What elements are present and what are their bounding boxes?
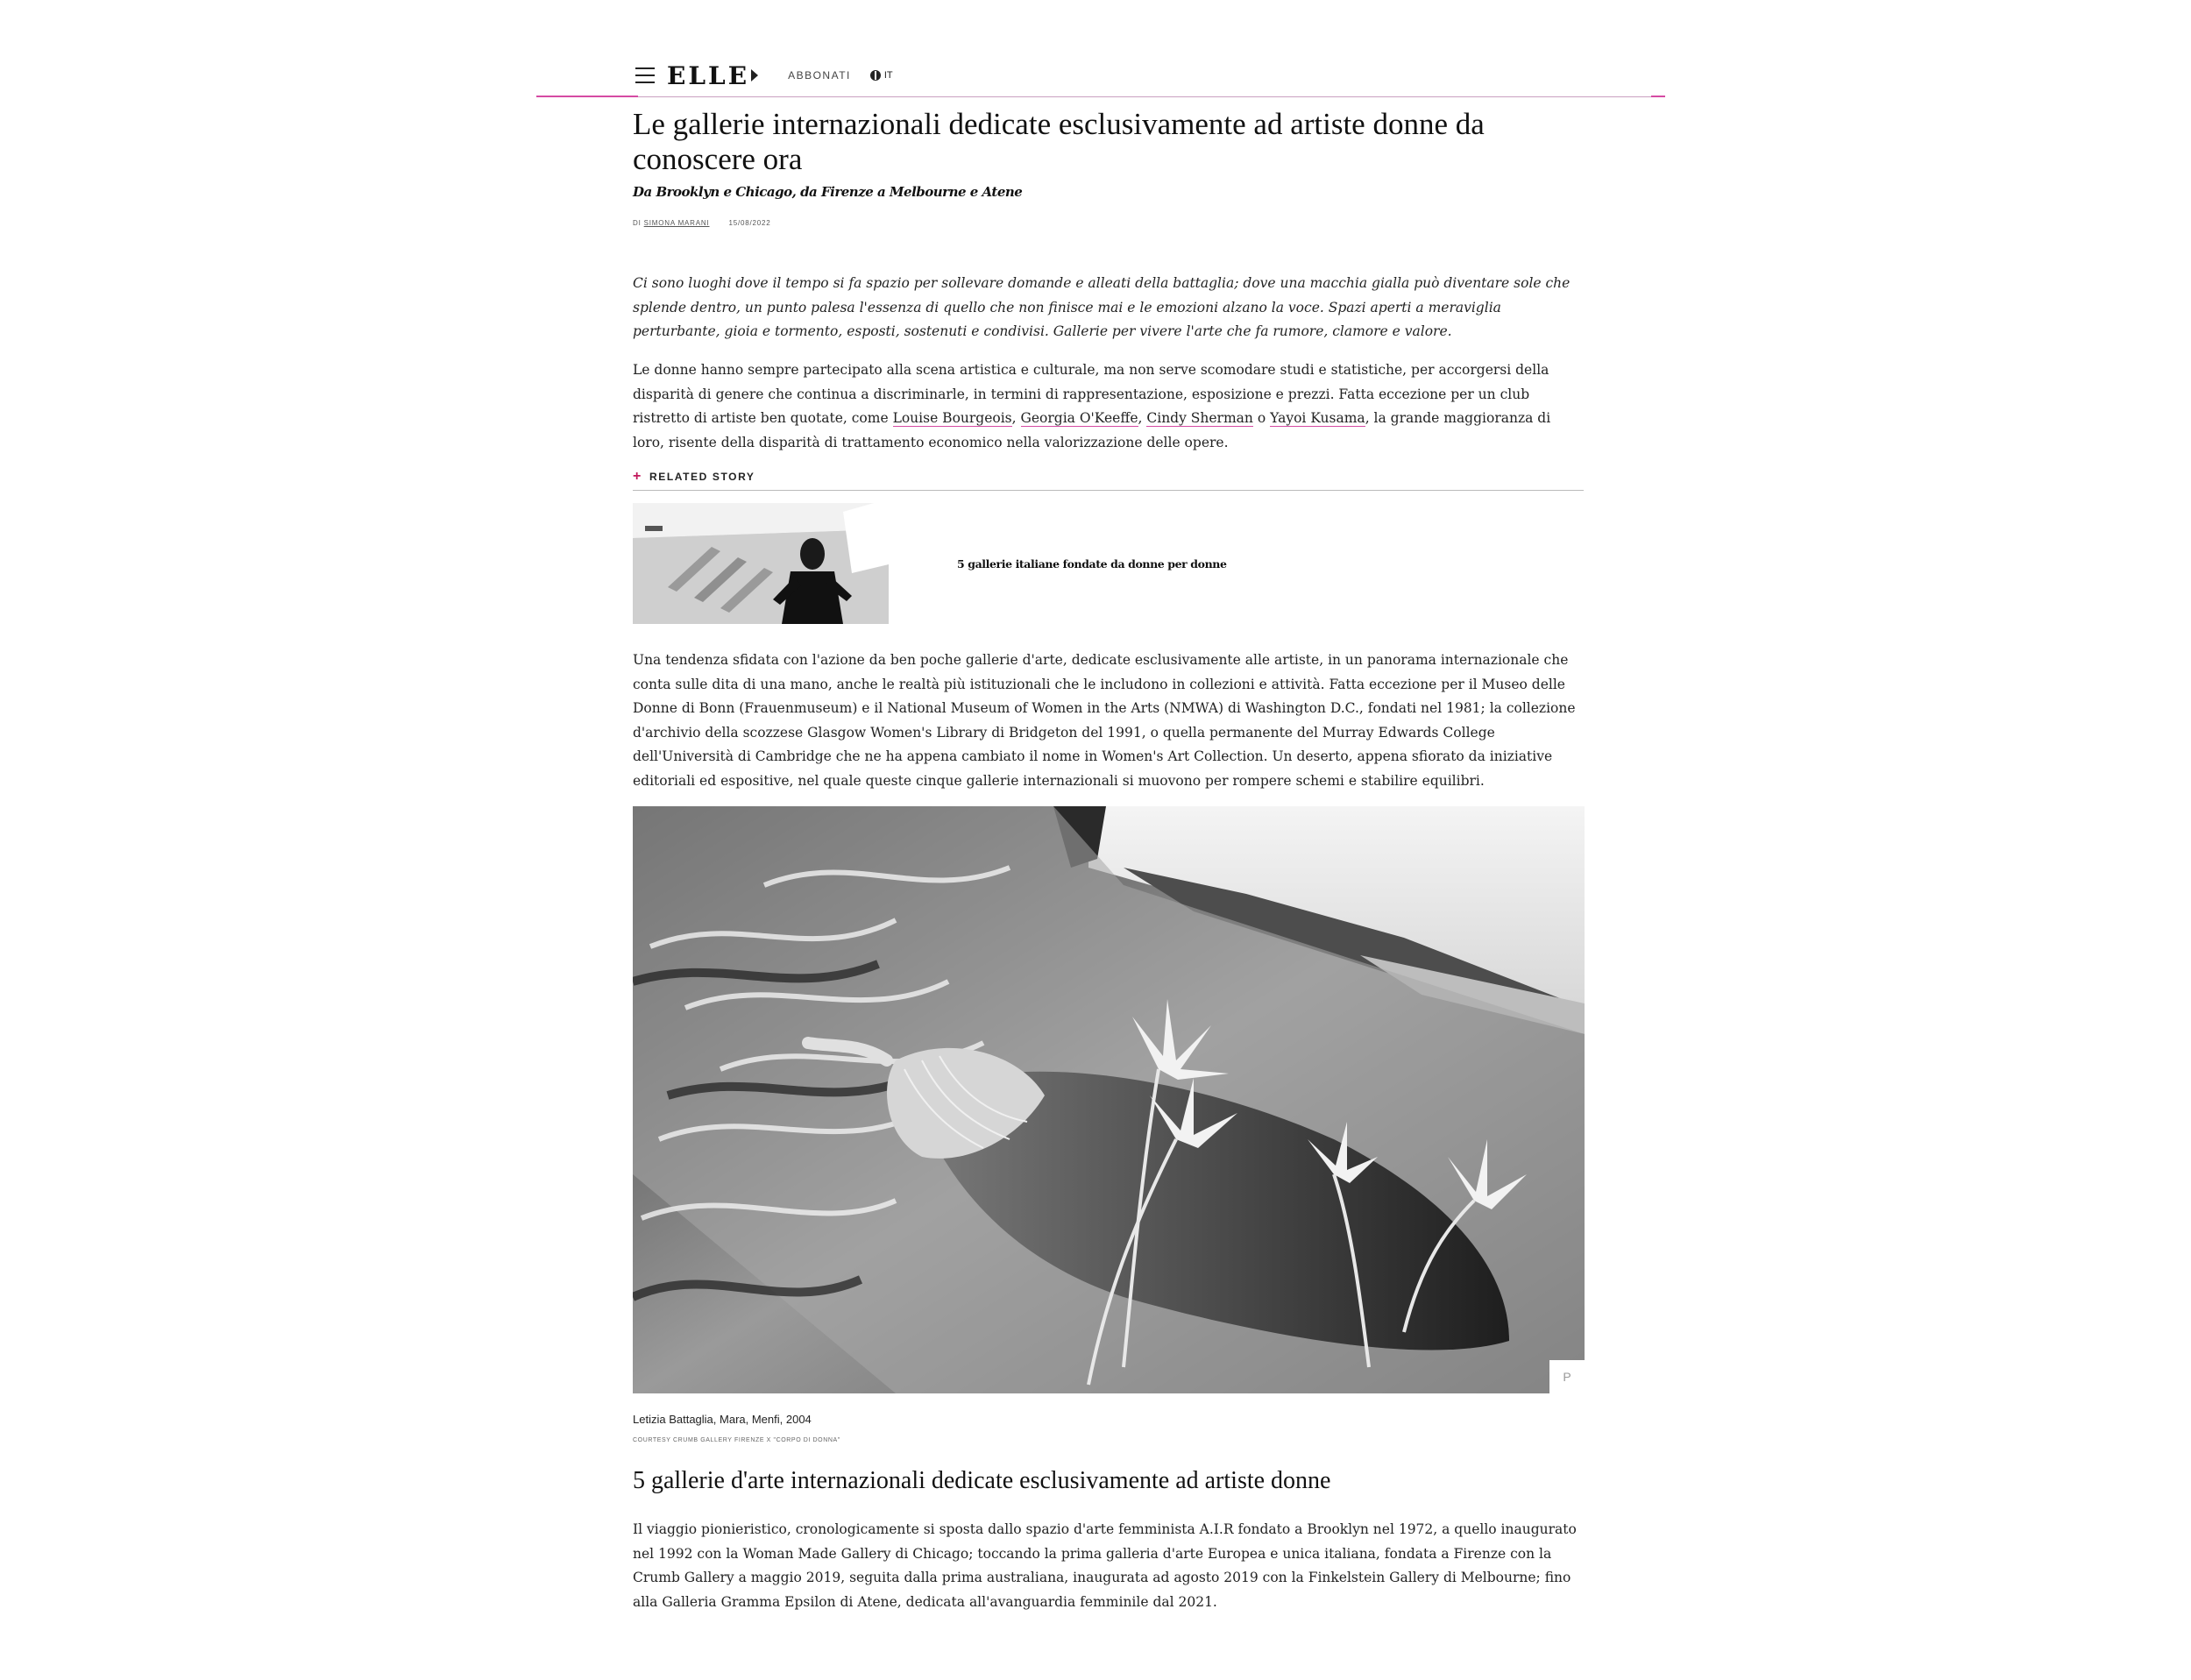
- separator: ,: [1138, 410, 1147, 426]
- photo-credit: COURTESY CRUMB GALLERY FIRENZE X "CORPO DI DONNA": [633, 1437, 840, 1443]
- link-yayoi-kusama[interactable]: Yayoi Kusama: [1270, 410, 1365, 426]
- link-georgia-okeeffe[interactable]: Georgia O'Keeffe: [1020, 410, 1138, 426]
- article-dek: Da Brooklyn e Chicago, da Firenze a Melbourne e Atene: [633, 184, 1023, 200]
- pinterest-icon[interactable]: P: [1549, 1360, 1585, 1393]
- subscribe-link[interactable]: ABBONATI: [788, 69, 851, 82]
- site-logo[interactable]: ELLE: [667, 60, 750, 90]
- menu-icon[interactable]: [635, 67, 655, 83]
- header-accent-left: [536, 96, 638, 97]
- article-photo: [633, 806, 1585, 1393]
- globe-icon: [870, 70, 881, 81]
- publish-date: 15/08/2022: [728, 219, 771, 227]
- photo-caption: Letizia Battaglia, Mara, Menfi, 2004: [633, 1413, 812, 1426]
- language-label: IT: [883, 70, 893, 81]
- related-story-label: [633, 469, 1584, 485]
- paragraph-1-text-b: , la grande maggioranza di loro, risente della disparità di trattamento economico nella valorizzazione delle opere.: [633, 410, 1551, 450]
- paragraph-1-text-a: Le donne hanno sempre partecipato alla scena artistica e culturale, ma non serve scomodare studi e statistiche, per accorgersi della disparità di genere che continua a discriminarle, in termini di rappresentazione, esposizione e prezzi. Fatta eccezione per un club ristretto di artiste ben quotate, come: [633, 362, 1549, 426]
- byline-prefix: DI: [633, 219, 642, 227]
- article-title: Le gallerie internazionali dedicate esclusivamente ad artiste donne da conoscere ora: [633, 107, 1485, 176]
- separator: o: [1252, 410, 1271, 426]
- paragraph-2: Una tendenza sfidata con l'azione da ben poche gallerie d'arte, dedicate esclusivamente alle artiste, in un panorama internazionale che conta sulle dita di una mano, anche le realtà più istituzionali che le includono in collezioni e attività. Fatta eccezione per il Museo delle Donne di Bonn (Frauenmuseum) e il National Museum of Women in the Arts (NMWA) di Washington D.C., fondati nel 1981; la collezione d'archivio della scozzese Glasgow Women's Library di Bridgeton del 1991, o quella permanente del Murray Edwards College dell'Università di Cambridge che ne ha appena cambiato il nome in Women's Art Collection. Un deserto, appena sfiorato da iniziative editoriali ed espositive, nel quale queste cinque gallerie internazionali si muovono per rompere schemi e stabilire equilibri.: [633, 652, 1576, 789]
- site-header: [635, 58, 1337, 93]
- header-divider: [638, 96, 1665, 97]
- link-louise-bourgeois[interactable]: Louise Bourgeois: [892, 410, 1012, 426]
- language-selector[interactable]: [870, 70, 893, 81]
- paragraph-3: Il viaggio pionieristico, cronologicamente si sposta dallo spazio d'arte femminista A.I.R fondato a Brooklyn nel 1972, a quello inaugurato nel 1992 con la Woman Made Gallery di Chicago; toccando la prima galleria d'arte Europea e unica italiana, fondata a Firenze con la Crumb Gallery a maggio 2019, seguita dalla prima australiana, inaugurata ad agosto 2019 con la Finkelstein Gallery di Melbourne; fino alla Galleria Gramma Epsilon di Atene, dedicata all'avanguardia femminile dal 2021.: [633, 1521, 1577, 1610]
- article-intro: Ci sono luoghi dove il tempo si fa spazio per sollevare domande e alleati della battaglia; dove una macchia gialla può diventare sole che splende dentro, un punto palesa l'essenza di quello che non finisce mai e le emozioni alzano la voce. Spazi aperti a meraviglia perturbante, gioia e tormento, esposti, sostenuti e condivisi. Gallerie per vivere l'arte che fa rumore, clamore e valore.: [633, 275, 1571, 339]
- header-accent-right: [1651, 96, 1665, 97]
- related-story-title[interactable]: 5 gallerie italiane fondate da donne per donne: [957, 556, 1227, 571]
- plus-icon: +: [633, 469, 642, 484]
- related-story-card[interactable]: [633, 503, 1584, 624]
- related-story-image[interactable]: [633, 503, 889, 624]
- logo-arrow-icon: [751, 69, 758, 82]
- author-link[interactable]: SIMONA MARANI: [643, 219, 710, 227]
- related-label-text: RELATED STORY: [649, 471, 755, 483]
- byline: [633, 219, 1584, 227]
- paragraph-1: [633, 358, 1584, 455]
- separator: ,: [1011, 410, 1021, 426]
- section-heading: 5 gallerie d'arte internazionali dedicate esclusivamente ad artiste donne: [633, 1467, 1331, 1494]
- related-divider: [633, 490, 1584, 491]
- link-cindy-sherman[interactable]: Cindy Sherman: [1146, 410, 1253, 426]
